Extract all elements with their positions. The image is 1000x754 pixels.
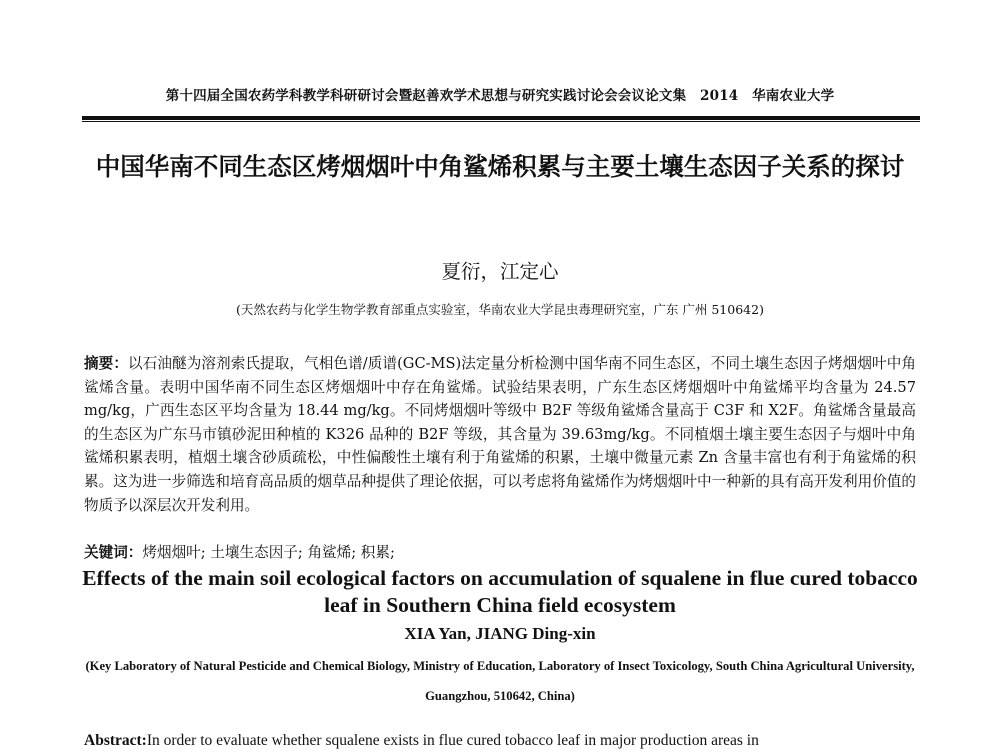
running-header: 第十四届全国农药学科教学科研研讨会暨赵善欢学术思想与研究实践讨论会会议论文集 2014 华南农业大学 [165, 88, 835, 104]
abstract-cn-label: 摘要： [84, 355, 129, 372]
abstract-en-label: Abstract: [84, 732, 147, 749]
authors-cn: 夏衍，江定心 [441, 260, 559, 283]
affiliation-cn: (天然农药与化学生物学教育部重点实验室，华南农业大学昆虫毒理研究室，广东 广州 510642) [236, 302, 764, 317]
authors-en: XIA Yan, JIANG Ding-xin [404, 624, 596, 643]
keywords-cn-label: 关键词： [84, 544, 143, 561]
abstract-en [84, 730, 916, 752]
affiliation-en: (Key Laboratory of Natural Pesticide and Chemical Biology, Ministry of Education, Laboratory of Insect Toxicology, South China Agricultural University, Guangzhou, 510642, China) [85, 659, 915, 703]
abstract-cn-text: 以石油醚为溶剂索氏提取，气相色谱/质谱(GC-MS)法定量分析检测中国华南不同生态区，不同土壤生态因子烤烟烟叶中角鲨烯含量。表明中国华南不同生态区烤烟烟叶中存在角鲨烯。试验结果表明，广东生态区烤烟烟叶中角鲨烯平均含量为 24.57 mg/kg，广西生态区平均含量为 18.44 mg/kg。不同烤烟烟叶等级中 B2F 等级角鲨烯含量高于 C3F 和 X2F。角鲨烯含量最高的生态区为广东马市镇砂泥田种植的 K326 品种的 B2F 等级，其含量为 39.63mg/kg。不同植烟土壤主要生态因子与烟叶中角鲨烯积累表明，植烟土壤含砂质疏松，中性偏酸性土壤有利于角鲨烯的积累，土壤中微量元素 Zn 含量丰富也有利于角鲨烯的积累。这为进一步筛选和培育高品质的烟草品种提供了理论依据，可以考虑将角鲨烯作为烤烟烟叶中一种新的具有高开发利用价值的物质予以深层次开发利用。 [84, 355, 916, 514]
abstract-en-text: In order to evaluate whether squalene exists in flue cured tobacco leaf in major production areas in [146, 732, 759, 749]
keywords-cn-text: 烤烟烟叶; 土壤生态因子; 角鲨烯; 积累; [142, 544, 395, 561]
paper-title-en: Effects of the main soil ecological factors on accumulation of squalene in flue cured tobacco leaf in Southern China field ecosystem [82, 566, 918, 617]
keywords-cn [84, 541, 916, 564]
header-rule-thick [82, 116, 920, 120]
header-rule-thin [82, 121, 920, 122]
paper-title-cn: 中国华南不同生态区烤烟烟叶中角鲨烯积累与主要土壤生态因子关系的探讨 [95, 152, 905, 181]
abstract-cn [84, 352, 916, 517]
